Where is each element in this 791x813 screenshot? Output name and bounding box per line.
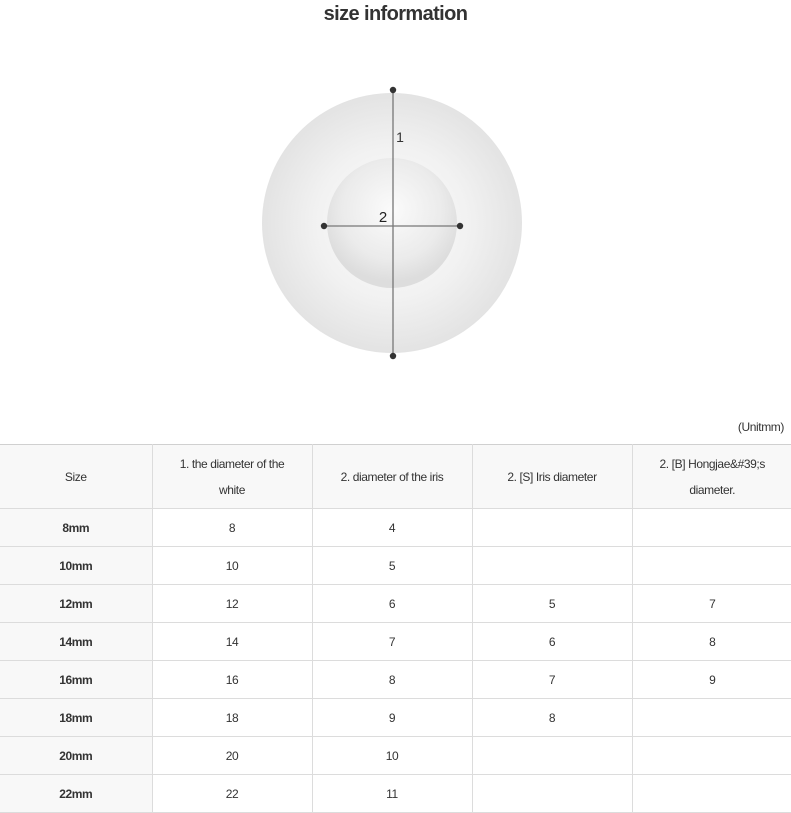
- size-table: [0, 444, 791, 813]
- table-cell: [632, 775, 791, 813]
- table-cell: 11: [312, 775, 472, 813]
- table-cell: 6: [312, 585, 472, 623]
- table-cell: 7: [312, 623, 472, 661]
- table-cell: [472, 547, 632, 585]
- size-cell: 8mm: [0, 509, 152, 547]
- table-cell: 5: [312, 547, 472, 585]
- table-cell: 8: [472, 699, 632, 737]
- table-cell: 7: [632, 585, 791, 623]
- endpoint-bottom: [390, 353, 396, 359]
- label-2: 2: [378, 209, 388, 226]
- table-cell: [632, 737, 791, 775]
- table-cell: [632, 547, 791, 585]
- table-cell: 14: [152, 623, 312, 661]
- table-cell: 22: [152, 775, 312, 813]
- label-1: 1: [396, 129, 404, 145]
- table-cell: 18: [152, 699, 312, 737]
- header-b-diameter: 2. [B] Hongjae&#39;s diameter.: [632, 445, 791, 509]
- table-row: [0, 585, 791, 623]
- size-cell: 14mm: [0, 623, 152, 661]
- table-row: [0, 661, 791, 699]
- table-row: [0, 509, 791, 547]
- table-cell: 8: [312, 661, 472, 699]
- table-row: [0, 623, 791, 661]
- header-iris-diameter: 2. diameter of the iris: [312, 445, 472, 509]
- size-cell: 18mm: [0, 699, 152, 737]
- table-cell: 6: [472, 623, 632, 661]
- header-size: Size: [0, 445, 152, 509]
- table-cell: 8: [152, 509, 312, 547]
- size-cell: 22mm: [0, 775, 152, 813]
- table-cell: 10: [312, 737, 472, 775]
- table-header-row: [0, 445, 791, 509]
- header-white-diameter: 1. the diameter of the white: [152, 445, 312, 509]
- size-cell: 20mm: [0, 737, 152, 775]
- table-cell: 4: [312, 509, 472, 547]
- page-title: size information: [323, 3, 468, 25]
- table-cell: 12: [152, 585, 312, 623]
- table-cell: 7: [472, 661, 632, 699]
- table-cell: 10: [152, 547, 312, 585]
- unit-note: (Unitmm): [737, 420, 784, 434]
- table-cell: [472, 775, 632, 813]
- table-cell: 9: [312, 699, 472, 737]
- table-cell: 5: [472, 585, 632, 623]
- table-cell: 20: [152, 737, 312, 775]
- iris-circle: [327, 158, 457, 288]
- size-cell: 12mm: [0, 585, 152, 623]
- table-cell: [472, 509, 632, 547]
- endpoint-top: [390, 87, 396, 93]
- endpoint-right: [457, 223, 463, 229]
- table-row: [0, 699, 791, 737]
- table-row: [0, 775, 791, 813]
- table-cell: 9: [632, 661, 791, 699]
- table-cell: [632, 699, 791, 737]
- size-cell: 16mm: [0, 661, 152, 699]
- size-cell: 10mm: [0, 547, 152, 585]
- table-cell: 16: [152, 661, 312, 699]
- header-s-iris-diameter: 2. [S] Iris diameter: [472, 445, 632, 509]
- table-cell: [472, 737, 632, 775]
- table-row: [0, 737, 791, 775]
- table-cell: 8: [632, 623, 791, 661]
- table-cell: [632, 509, 791, 547]
- endpoint-left: [321, 223, 327, 229]
- table-row: [0, 547, 791, 585]
